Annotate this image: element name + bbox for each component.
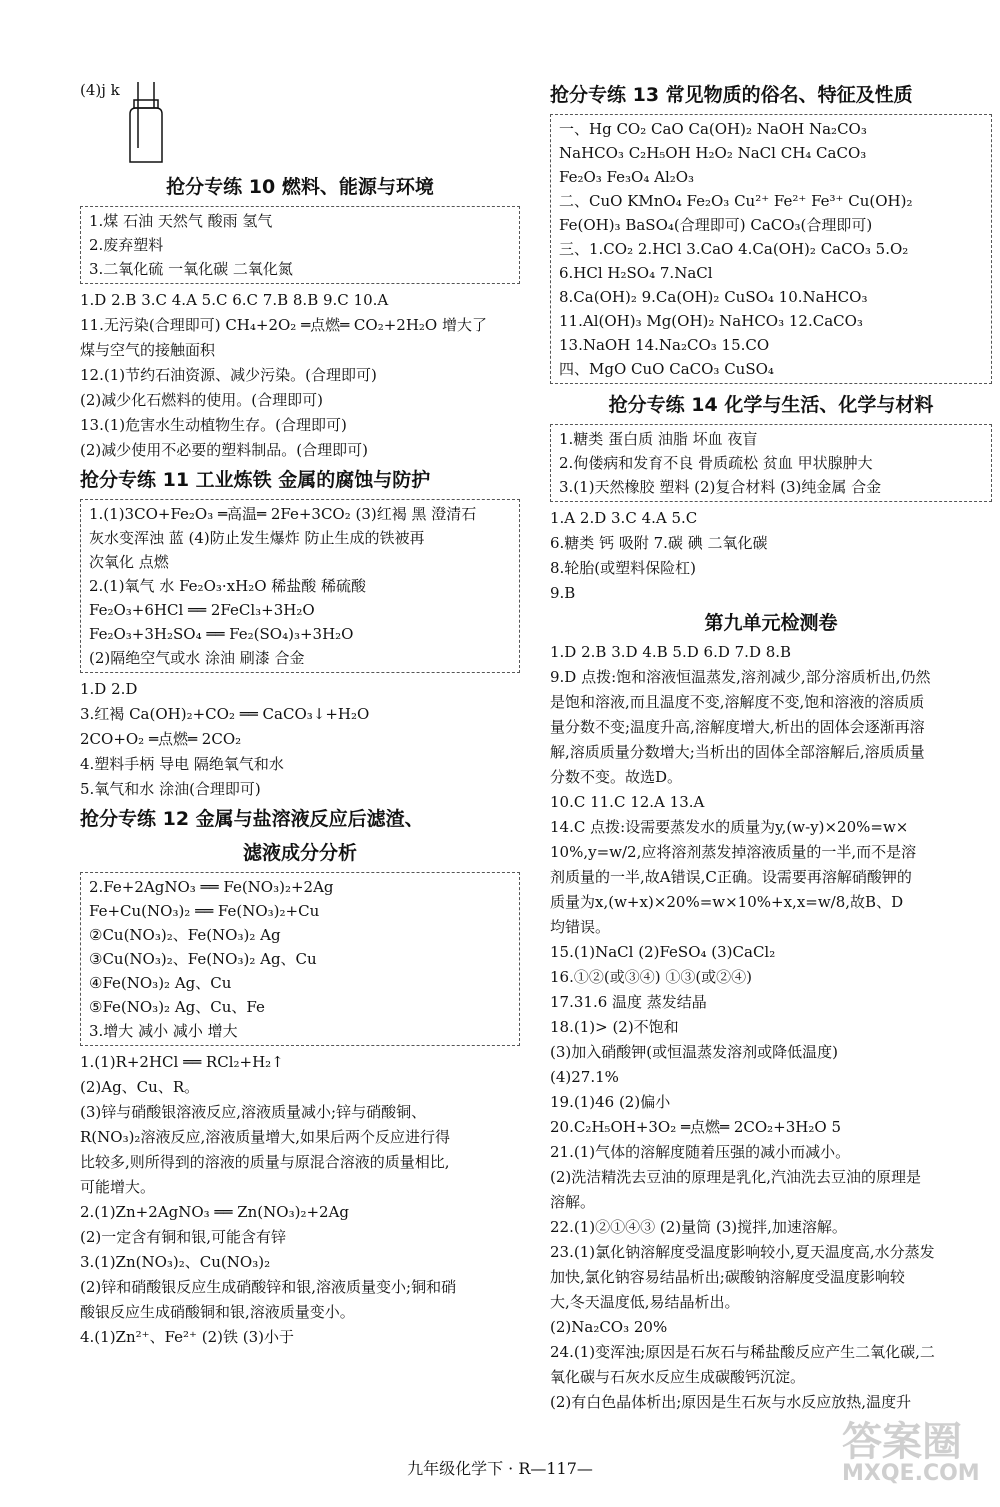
- answer-line: 1.(1)R+2HCl ══ RCl₂+H₂↑: [80, 1053, 284, 1071]
- answer-line: 14.C 点拨:设需要蒸发水的质量为y,(w-y)×20%=w×: [550, 818, 909, 836]
- answer-line: 灰水变浑浊 蓝 (4)防止发生爆炸 防止生成的铁被再: [89, 529, 425, 547]
- answer-line: 三、1.CO₂ 2.HCl 3.CaO 4.Ca(OH)₂ CaCO₃ 5.O₂: [559, 240, 909, 258]
- answer-line: 6.糖类 钙 吸附 7.碳 碘 二氧化碳: [550, 534, 768, 552]
- answer-line: 21.(1)气体的溶解度随着压强的减小而减小。: [550, 1143, 851, 1161]
- answer-line: 比较多,则所得到的溶液的质量与原混合溶液的质量相比,: [80, 1153, 450, 1171]
- answer-line: 24.(1)变浑浊;原因是石灰石与稀盐酸反应产生二氧化碳,二: [550, 1343, 935, 1361]
- section-11-box: [80, 499, 520, 673]
- answer-line: 5.氧气和水 涂油(合理即可): [80, 780, 261, 798]
- watermark-text: 答案圈: [842, 1419, 962, 1465]
- answer-line: 11.无污染(合理即可) CH₄+2O₂ ═点燃═ CO₂+2H₂O 增大了: [80, 316, 487, 334]
- answer-line: 10.C 11.C 12.A 13.A: [550, 793, 705, 811]
- answer-line: ④Fe(NO₃)₂ Ag、Cu: [89, 974, 232, 992]
- apparatus-label: (4)j k: [80, 81, 120, 99]
- answer-line: 13.(1)危害水生动植物生存。(合理即可): [80, 416, 347, 434]
- section-13-title: 抢分专练 13 常见物质的俗名、特征及性质: [550, 84, 913, 106]
- watermark-url: MXQE.COM: [842, 1461, 980, 1486]
- section-11-answers: [80, 677, 520, 802]
- watermark-logo: [842, 1410, 980, 1486]
- answer-line: 3.增大 减小 减小 增大: [89, 1022, 238, 1040]
- answer-line: 2.废弃塑料: [89, 236, 164, 254]
- answer-line: 1.A 2.D 3.C 4.A 5.C: [550, 509, 698, 527]
- section-14-box: [550, 424, 992, 502]
- answer-line: 解,溶质质量分数增大;当析出的固体全部溶解后,溶质质量: [550, 743, 925, 761]
- answer-line: ⑤Fe(NO₃)₂ Ag、Cu、Fe: [89, 998, 265, 1016]
- answer-line: 一、Hg CO₂ CaO Ca(OH)₂ NaOH Na₂CO₃: [559, 120, 867, 138]
- section-12-box: [80, 872, 520, 1046]
- answer-line: 8.轮胎(或塑料保险杠): [550, 559, 697, 577]
- answer-line: 1.D 2.D: [80, 680, 138, 698]
- answer-line: 3.红褐 Ca(OH)₂+CO₂ ══ CaCO₃↓+H₂O: [80, 705, 370, 723]
- answer-line: ②Cu(NO₃)₂、Fe(NO₃)₂ Ag: [89, 926, 281, 944]
- answer-line: (2)洗洁精洗去豆油的原理是乳化,汽油洗去豆油的原理是: [550, 1168, 922, 1186]
- answer-line: 质量为x,(w+x)×20%=w×10%+x,x=w/8,故B、D: [550, 893, 904, 911]
- section-14-title: 抢分专练 14 化学与生活、化学与材料: [608, 394, 934, 416]
- answer-line: 2.Fe+2AgNO₃ ══ Fe(NO₃)₂+2Ag: [89, 878, 334, 896]
- answer-line: 18.(1)> (2)不饱和: [550, 1018, 679, 1036]
- section-13-box: [550, 114, 992, 384]
- answer-line: 剂质量的一半,故A错误,C正确。设需要再溶解硝酸钾的: [550, 868, 912, 886]
- answer-line: 1.(1)3CO+Fe₂O₃ ═高温═ 2Fe+3CO₂ (3)红褐 黑 澄清石: [89, 505, 477, 523]
- answer-line: 煤与空气的接触面积: [80, 341, 216, 359]
- answer-line: (2)Na₂CO₃ 20%: [550, 1318, 668, 1336]
- right-column: [550, 78, 992, 1415]
- answer-line: 2.(1)Zn+2AgNO₃ ══ Zn(NO₃)₂+2Ag: [80, 1203, 350, 1221]
- answer-line: 11.Al(OH)₃ Mg(OH)₂ NaHCO₃ 12.CaCO₃: [559, 312, 863, 330]
- answer-line: 22.(1)②①④③ (2)量筒 (3)搅拌,加速溶解。: [550, 1218, 847, 1236]
- answer-line: 量分数不变;温度升高,溶解度增大,析出的固体会逐渐再溶: [550, 718, 925, 736]
- answer-line: 分数不变。故选D。: [550, 768, 683, 786]
- answer-line: 可能增大。: [80, 1178, 156, 1196]
- answer-line: 溶解。: [550, 1193, 596, 1211]
- answer-line: 23.(1)氯化钠溶解度受温度影响较小,夏天温度高,水分蒸发: [550, 1243, 935, 1261]
- answer-line: 1.D 2.B 3.C 4.A 5.C 6.C 7.B 8.B 9.C 10.A: [80, 291, 389, 309]
- answer-line: 19.(1)46 (2)偏小: [550, 1093, 671, 1111]
- answer-line: (4)27.1%: [550, 1068, 619, 1086]
- answer-line: 1.D 2.B 3.D 4.B 5.D 6.D 7.D 8.B: [550, 643, 792, 661]
- section-10-box: [80, 206, 520, 284]
- answer-line: 3.二氧化硫 一氧化碳 二氧化氮: [89, 260, 293, 278]
- answer-line: (2)锌和硝酸银反应生成硝酸锌和银,溶液质量变小;铜和硝: [80, 1278, 457, 1296]
- answer-line: Fe₂O₃+6HCl ══ 2FeCl₃+3H₂O: [89, 601, 315, 619]
- answer-line: (2)有白色晶体析出;原因是生石灰与水反应放热,温度升: [550, 1393, 912, 1411]
- answer-line: R(NO₃)₂溶液反应,溶液质量增大,如果后两个反应进行得: [80, 1128, 450, 1146]
- answer-line: 次氧化 点燃: [89, 553, 169, 571]
- answer-line: 1.煤 石油 天然气 酸雨 氢气: [89, 212, 273, 230]
- section-12-title-line2: 滤液成分分析: [242, 842, 357, 864]
- answer-line: 二、CuO KMnO₄ Fe₂O₃ Cu²⁺ Fe²⁺ Fe³⁺ Cu(OH)₂: [559, 192, 913, 210]
- answer-line: 2.(1)氧气 水 Fe₂O₃·xH₂O 稀盐酸 稀硫酸: [89, 577, 367, 595]
- answer-line: 加快,氯化钠容易结晶析出;碳酸钠溶解度受温度影响较: [550, 1268, 905, 1286]
- answer-line: 3.(1)天然橡胶 塑料 (2)复合材料 (3)纯金属 合金: [559, 478, 882, 496]
- section-11-title: 抢分专练 11 工业炼铁 金属的腐蚀与防护: [80, 469, 431, 491]
- gas-bottle-icon: [126, 78, 166, 166]
- answer-line: 是饱和溶液,而且温度不变,溶解度不变,饱和溶液的溶质质: [550, 693, 925, 711]
- answer-line: 6.HCl H₂SO₄ 7.NaCl: [559, 264, 713, 282]
- section-14-answers: [550, 506, 992, 606]
- answer-line: (2)减少化石燃料的使用。(合理即可): [80, 391, 323, 409]
- answer-line: (2)Ag、Cu、R。: [80, 1078, 200, 1096]
- answer-line: 8.Ca(OH)₂ 9.Ca(OH)₂ CuSO₄ 10.NaHCO₃: [559, 288, 868, 306]
- answer-line: Fe(OH)₃ BaSO₄(合理即可) CaCO₃(合理即可): [559, 216, 873, 234]
- answer-line: (2)一定含有铜和银,可能含有锌: [80, 1228, 287, 1246]
- answer-line: 4.(1)Zn²⁺、Fe²⁺ (2)铁 (3)小于: [80, 1328, 294, 1346]
- answer-line: 四、MgO CuO CaCO₃ CuSO₄: [559, 360, 774, 378]
- section-10-title: 抢分专练 10 燃料、能源与环境: [166, 176, 434, 198]
- answer-line: 氧化碳与石灰水反应生成碳酸钙沉淀。: [550, 1368, 806, 1386]
- answer-line: 15.(1)NaCl (2)FeSO₄ (3)CaCl₂: [550, 943, 776, 961]
- answer-line: NaHCO₃ C₂H₅OH H₂O₂ NaCl CH₄ CaCO₃: [559, 144, 867, 162]
- answer-line: 10%,y=w/2,应将溶剂蒸发掉溶液质量的一半,而不是溶: [550, 843, 917, 861]
- answer-line: (3)加入硝酸钾(或恒温蒸发溶剂或降低温度): [550, 1043, 838, 1061]
- answer-line: 大,冬天温度低,易结晶析出。: [550, 1293, 740, 1311]
- page-footer: 九年级化学下 · R—117—: [407, 1459, 593, 1478]
- unit-9-answers: [550, 640, 992, 1415]
- answer-line: 13.NaOH 14.Na₂CO₃ 15.CO: [559, 336, 770, 354]
- section-10-answers: [80, 288, 520, 463]
- left-column: [80, 78, 520, 1350]
- answer-line: 17.31.6 温度 蒸发结晶: [550, 993, 707, 1011]
- answer-line: 酸银反应生成硝酸铜和银,溶液质量变小。: [80, 1303, 355, 1321]
- answer-line: 均错误。: [550, 918, 611, 936]
- answer-line: (2)隔绝空气或水 涂油 刷漆 合金: [89, 649, 305, 667]
- answer-line: 3.(1)Zn(NO₃)₂、Cu(NO₃)₂: [80, 1253, 271, 1271]
- answer-line: ③Cu(NO₃)₂、Fe(NO₃)₂ Ag、Cu: [89, 950, 317, 968]
- answer-line: 1.糖类 蛋白质 油脂 坏血 夜盲: [559, 430, 758, 448]
- answer-line: Fe₂O₃+3H₂SO₄ ══ Fe₂(SO₄)₃+3H₂O: [89, 625, 354, 643]
- answer-line: Fe+Cu(NO₃)₂ ══ Fe(NO₃)₂+Cu: [89, 902, 320, 920]
- answer-line: 16.①②(或③④) ①③(或②④): [550, 968, 753, 986]
- answer-line: 2CO+O₂ ═点燃═ 2CO₂: [80, 730, 242, 748]
- answer-line: 9.B: [550, 584, 576, 602]
- answer-line: 20.C₂H₅OH+3O₂ ═点燃═ 2CO₂+3H₂O 5: [550, 1118, 841, 1136]
- apparatus-figure: [80, 78, 520, 170]
- answer-line: Fe₂O₃ Fe₃O₄ Al₂O₃: [559, 168, 695, 186]
- section-12-title: 抢分专练 12 金属与盐溶液反应后滤渣、: [80, 808, 424, 830]
- answer-line: (3)锌与硝酸银溶液反应,溶液质量减小;锌与硝酸铜、: [80, 1103, 427, 1121]
- answer-line: 12.(1)节约石油资源、减少污染。(合理即可): [80, 366, 377, 384]
- answer-line: 2.佝偻病和发育不良 骨质疏松 贫血 甲状腺肿大: [559, 454, 873, 472]
- answer-line: (2)减少使用不必要的塑料制品。(合理即可): [80, 441, 368, 459]
- section-12-answers: [80, 1050, 520, 1350]
- unit-9-test-title: 第九单元检测卷: [704, 612, 838, 634]
- answer-line: 4.塑料手柄 导电 隔绝氧气和水: [80, 755, 284, 773]
- answer-line: 9.D 点拨:饱和溶液恒温蒸发,溶剂减少,部分溶质析出,仍然: [550, 668, 931, 686]
